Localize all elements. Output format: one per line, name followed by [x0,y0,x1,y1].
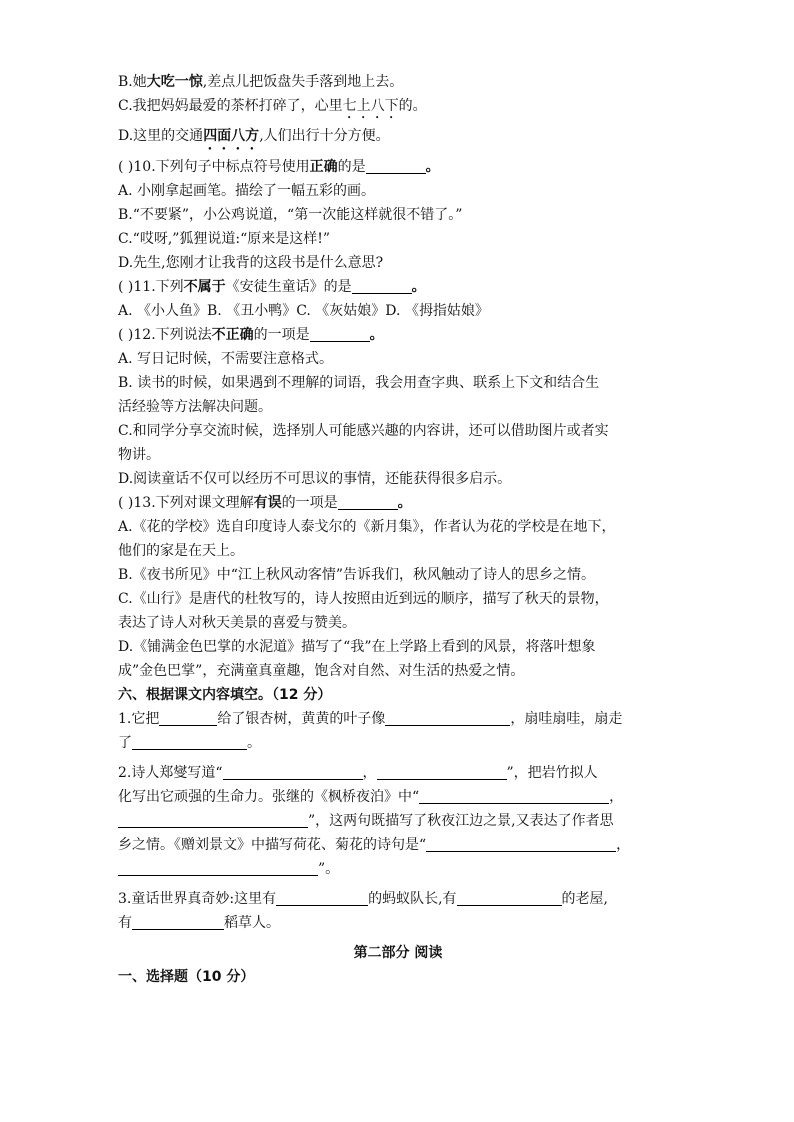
answer-blank[interactable] [310,327,370,342]
answer-blank[interactable] [338,495,398,510]
q13-option-d: D.《铺满金色巴掌的水泥道》描写了“我”在上学路上看到的风景，将落叶想象 [118,639,596,655]
q10-option-d: D.先生,您刚才让我背的这段书是什么意思? [118,255,384,271]
fill-blank[interactable] [132,735,247,750]
q12-option-b: B. 读书的时候，如果遇到不理解的词语，我会用查字典、联系上下文和结合生 [118,375,600,391]
idiom-bold: 大吃一惊 [146,74,203,90]
answer-blank[interactable] [352,279,412,294]
exam-page [118,72,678,987]
fill-1: 1.它把 给了银杏树，黄黄的叶子像 ，扇哇扇哇，扇走 [118,711,623,727]
q9-option-d: D.这里的交通四面八方,人们出行十分方便。 [118,128,390,144]
idiom-bold-dotted: 四面八方 [203,128,260,144]
fill-blank[interactable] [118,813,308,828]
q11-options: A. 《小人鱼》B. 《丑小鸭》C. 《灰姑娘》D. 《拇指姑娘》 [118,303,489,319]
q10-option-b: B.“不要紧”，小公鸡说道，“第一次能这样就很不错了。” [118,207,463,223]
q13-stem: ( )13.下列对课文理解有误的一项是 。 [118,495,412,511]
fill-blank[interactable] [377,765,507,780]
fill-blank[interactable] [276,891,368,906]
q13-option-a: A.《花的学校》选自印度诗人泰戈尔的《新月集》，作者认为花的学校是在地下， [118,519,616,535]
reading-section-1-title: 一、选择题（10 分） [118,969,255,985]
q12-option-d: D.阅读童话不仅可以经历不可思议的事情，还能获得很多启示。 [118,471,512,487]
q12-option-b-cont: 活经验等方法解决问题。 [118,399,272,415]
q12-stem: ( )12.下列说法不正确的一项是 。 [118,327,384,343]
fill-blank[interactable] [419,789,609,804]
fill-3-cont: 有 稻草人。 [118,915,280,931]
fill-1-cont: 了 。 [118,735,261,751]
fill-blank[interactable] [118,861,318,876]
fill-2: 2.诗人郑燮写道“ ， ”，把岩竹拟人 [118,765,598,781]
section-6-title: 六、根据课文内容填空。（12 分） [118,687,332,703]
q13-option-b: B.《夜书所见》中“江上秋风动客情”告诉我们，秋风触动了诗人的思乡之情。 [118,567,596,583]
q10-option-c: C.“哎呀,”狐狸说道:“原来是这样!” [118,231,331,247]
fill-blank[interactable] [385,711,510,726]
q13-option-a-cont: 他们的家是在天上。 [118,543,244,559]
fill-2-cont-2: ”，这两句既描写了秋夜江边之景,又表达了作者思 [118,811,678,831]
fill-blank[interactable] [457,891,562,906]
q12-option-a: A. 写日记时候，不需要注意格式。 [118,351,334,367]
q10-stem: ( )10.下列句子中标点符号使用正确的是 。 [118,159,440,175]
part-2-title: 第二部分 阅读 [353,945,443,961]
q11-stem: ( )11.下列不属于《安徒生童话》的是 。 [118,279,426,295]
q9-option-b: B.她大吃一惊,差点儿把饭盘失手落到地上去。 [118,74,404,90]
idiom-dotted: 七上八下 [342,98,399,114]
fill-blank[interactable] [426,837,616,852]
q12-option-c: C.和同学分享交流时候，选择别人可能感兴趣的内容讲，还可以借助图片或者实 [118,423,609,439]
q10-option-a: A. 小刚拿起画笔。描绘了一幅五彩的画。 [118,183,376,199]
q9-option-c: C.我把妈妈最爱的茶杯打碎了，心里七上八下的。 [118,98,427,114]
fill-2-cont-1: 化写出它顽强的生命力。张继的《枫桥夜泊》中“ ， [118,789,624,805]
fill-blank[interactable] [223,765,363,780]
answer-blank[interactable] [366,159,426,174]
fill-blank[interactable] [132,915,224,930]
q13-option-c-cont: 表达了诗人对秋天美景的喜爱与赞美。 [118,615,356,631]
q12-option-c-cont: 物讲。 [118,447,160,463]
fill-3: 3.童话世界真奇妙:这里有 的蚂蚁队长,有 的老屋, [118,891,608,907]
fill-blank[interactable] [159,711,217,726]
q13-option-c: C.《山行》是唐代的杜牧写的，诗人按照由近到远的顺序，描写了秋天的景物， [118,591,609,607]
fill-2-cont-3: 乡之情。《赠刘景文》中描写荷花、菊花的诗句是“ ， [118,837,631,853]
fill-2-cont-4: ”。 [118,859,678,879]
q13-option-d-cont: 成”金色巴掌”，充满童真童趣，饱含对自然、对生活的热爱之情。 [118,663,525,679]
